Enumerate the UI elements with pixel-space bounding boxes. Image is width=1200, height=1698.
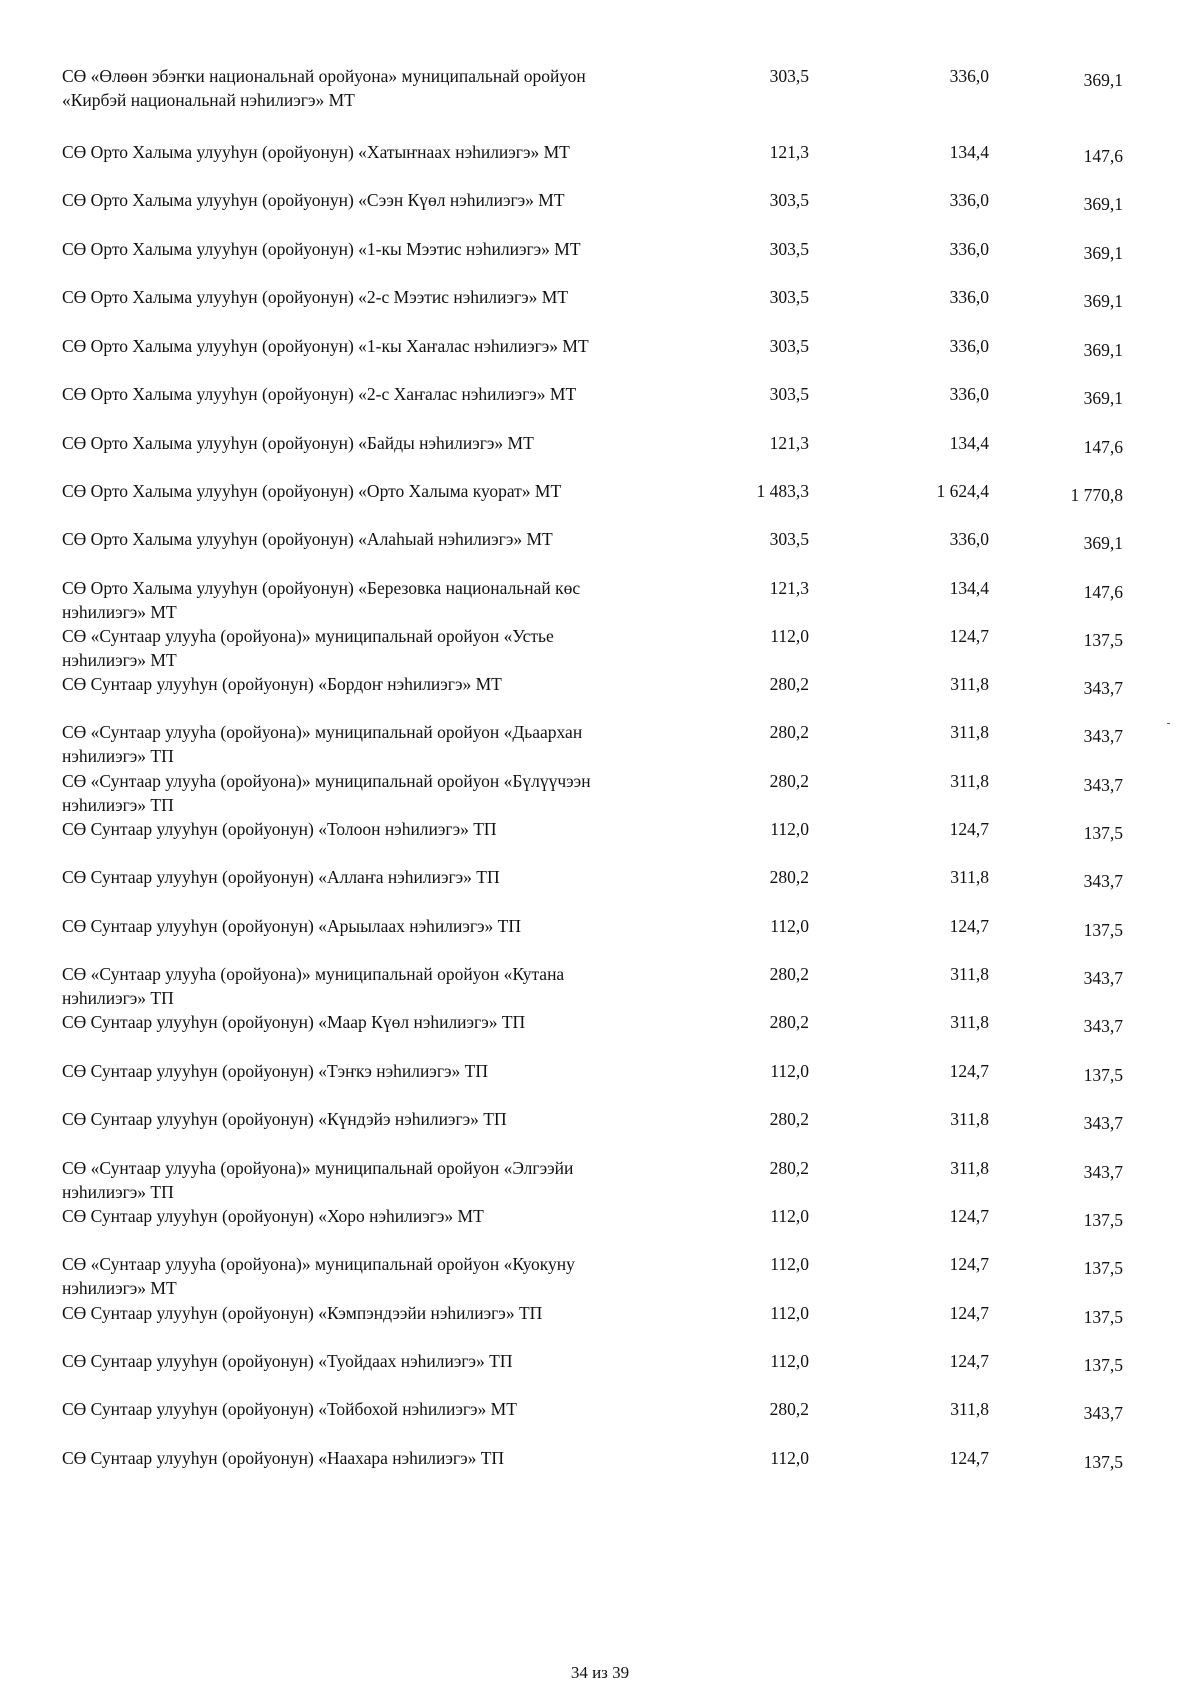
- page-number: 34 из 39: [570, 1663, 630, 1682]
- row-value-v3: 343,7: [1083, 1162, 1123, 1182]
- row-value-v1: 303,5: [769, 287, 809, 307]
- row-value-v1: 121,3: [769, 142, 809, 162]
- row-name: СӨ Сунтаар улууһун (оройуонун) «Наахара нэhилиэгэ» ТП: [62, 1448, 505, 1468]
- row-value-v3: 343,7: [1083, 726, 1123, 746]
- row-name: СӨ Сунтаар улууһун (оройуонун) «Күндэйэ нэhилиэгэ» ТП: [62, 1109, 507, 1129]
- row-value-v2: 336,0: [949, 190, 989, 210]
- row-value-v3: 137,5: [1083, 920, 1123, 940]
- row-value-v3: 137,5: [1083, 1452, 1123, 1472]
- row-value-v1: 280,2: [769, 722, 809, 742]
- row-value-v3: 369,1: [1083, 243, 1123, 263]
- row-value-v1: 112,0: [770, 1303, 809, 1323]
- row-name: СӨ Орто Халыма улууһун (оройуонун) «1-кы Хаҥалас нэhилиэгэ» МТ: [62, 336, 589, 356]
- row-name: СӨ Сунтаар улууһун (оройуонун) «Тэҥкэ нэhилиэгэ» ТП: [62, 1061, 488, 1081]
- row-value-v3: 137,5: [1083, 1307, 1123, 1327]
- row-value-v3: 343,7: [1083, 871, 1123, 891]
- row-value-v2: 311,8: [950, 1109, 989, 1129]
- row-name: СӨ «Сунтаар улууһа (оройуона)» муниципальнай оройуон «Бүлүүчээн нэhилиэгэ» ТП: [62, 771, 591, 815]
- row-value-v2: 134,4: [949, 578, 989, 598]
- row-name: СӨ Сунтаар улууһун (оройуонун) «Тойбохой нэhилиэгэ» МТ: [62, 1399, 517, 1419]
- row-value-v2: 124,7: [949, 626, 989, 646]
- row-value-v1: 112,0: [770, 626, 809, 646]
- row-value-v1: 280,2: [769, 1158, 809, 1178]
- row-value-v2: 124,7: [949, 1061, 989, 1081]
- row-name: СӨ Сунтаар улууһун (оройуонун) «Кэмпэндээйи нэhилиэгэ» ТП: [62, 1303, 543, 1323]
- row-value-v1: 303,5: [769, 239, 809, 259]
- row-value-v1: 280,2: [769, 867, 809, 887]
- row-value-v1: 280,2: [769, 964, 809, 984]
- row-name: СӨ Орто Халыма улууһун (оройуонун) «Алаһыай нэhилиэгэ» МТ: [62, 529, 553, 549]
- row-value-v3: 137,5: [1083, 1065, 1123, 1085]
- row-value-v3: 1 770,8: [1070, 485, 1123, 505]
- row-value-v1: 112,0: [770, 1206, 809, 1226]
- row-value-v2: 311,8: [950, 722, 989, 742]
- row-value-v1: 1 483,3: [756, 481, 809, 501]
- row-name: СӨ Сунтаар улууһун (оройуонун) «Маар Күөл нэhилиэгэ» ТП: [62, 1012, 526, 1032]
- row-name: СӨ Орто Халыма улууһун (оройуонун) «2-с Хаҥалас нэhилиэгэ» МТ: [62, 384, 577, 404]
- row-name: СӨ «Өлөөн эбэҥки национальнай оройуона» муниципальнай оройуон «Кирбэй национальнай нэhилиэгэ» МТ: [62, 66, 586, 110]
- row-name: СӨ «Сунтаар улууһа (оройуона)» муниципальнай оройуон «Дьаархан нэhилиэгэ» ТП: [62, 722, 583, 766]
- row-value-v1: 303,5: [769, 66, 809, 86]
- row-value-v3: 147,6: [1083, 437, 1123, 457]
- row-value-v3: 343,7: [1083, 968, 1123, 988]
- row-name: СӨ Сунтаар улууһун (оройуонун) «Хоро нэhилиэгэ» МТ: [62, 1206, 484, 1226]
- row-value-v1: 303,5: [769, 384, 809, 404]
- row-value-v2: 124,7: [949, 819, 989, 839]
- row-value-v2: 311,8: [950, 674, 989, 694]
- row-name: СӨ Орто Халыма улууһун (оройуонун) «Хатыҥнаах нэhилиэгэ» МТ: [62, 142, 570, 162]
- row-value-v1: 112,0: [770, 916, 809, 936]
- row-value-v1: 280,2: [769, 1012, 809, 1032]
- row-value-v1: 112,0: [770, 1254, 809, 1274]
- row-value-v2: 124,7: [949, 1206, 989, 1226]
- row-value-v3: 343,7: [1083, 1016, 1123, 1036]
- row-value-v2: 124,7: [949, 1254, 989, 1274]
- row-name: СӨ Сунтаар улууһун (оройуонун) «Толоон нэhилиэгэ» ТП: [62, 819, 497, 839]
- row-value-v2: 336,0: [949, 336, 989, 356]
- row-name: СӨ «Сунтаар улууһа (оройуона)» муниципальнай оройуон «Элгээйи нэhилиэгэ» ТП: [62, 1158, 574, 1202]
- row-value-v2: 311,8: [950, 771, 989, 791]
- row-value-v3: 147,6: [1083, 146, 1123, 166]
- row-value-v3: 137,5: [1083, 1210, 1123, 1230]
- row-value-v2: 311,8: [950, 1012, 989, 1032]
- scan-mark: [1167, 723, 1170, 724]
- row-value-v3: 369,1: [1083, 340, 1123, 360]
- row-value-v3: 137,5: [1083, 630, 1123, 650]
- row-value-v2: 311,8: [950, 1399, 989, 1419]
- row-value-v2: 124,7: [949, 916, 989, 936]
- row-value-v3: 137,5: [1083, 1355, 1123, 1375]
- row-value-v2: 336,0: [949, 529, 989, 549]
- row-value-v3: 343,7: [1083, 1403, 1123, 1423]
- row-value-v1: 280,2: [769, 1109, 809, 1129]
- row-name: СӨ «Сунтаар улууһа (оройуона)» муниципальнай оройуон «Кутана нэhилиэгэ» ТП: [62, 964, 565, 1008]
- row-name: СӨ Орто Халыма улууһун (оройуонун) «2-с Мээтис нэhилиэгэ» МТ: [62, 287, 569, 307]
- row-value-v2: 134,4: [949, 142, 989, 162]
- row-value-v3: 343,7: [1083, 1113, 1123, 1133]
- row-value-v3: 343,7: [1083, 775, 1123, 795]
- row-name: СӨ Орто Халыма улууһун (оройуонун) «1-кы Мээтис нэhилиэгэ» МТ: [62, 239, 581, 259]
- row-name: СӨ Орто Халыма улууһун (оройуонун) «Байды нэhилиэгэ» МТ: [62, 433, 534, 453]
- row-value-v1: 303,5: [769, 529, 809, 549]
- row-value-v3: 369,1: [1083, 70, 1123, 90]
- row-value-v3: 343,7: [1083, 678, 1123, 698]
- row-value-v2: 124,7: [949, 1303, 989, 1323]
- row-value-v1: 303,5: [769, 336, 809, 356]
- row-value-v1: 121,3: [769, 433, 809, 453]
- row-value-v2: 336,0: [949, 384, 989, 404]
- row-value-v1: 112,0: [770, 1448, 809, 1468]
- row-value-v1: 280,2: [769, 674, 809, 694]
- row-value-v1: 280,2: [769, 1399, 809, 1419]
- row-value-v2: 311,8: [950, 867, 989, 887]
- row-value-v1: 280,2: [769, 771, 809, 791]
- row-value-v1: 112,0: [770, 1061, 809, 1081]
- row-name: СӨ Сунтаар улууһун (оройуонун) «Туойдаах нэhилиэгэ» ТП: [62, 1351, 513, 1371]
- row-name: СӨ Орто Халыма улууһун (оройуонун) «Сээн Күөл нэhилиэгэ» МТ: [62, 190, 565, 210]
- row-value-v2: 311,8: [950, 964, 989, 984]
- row-value-v2: 124,7: [949, 1351, 989, 1371]
- row-name: СӨ Сунтаар улууһун (оройуонун) «Бордоҥ нэhилиэгэ» МТ: [62, 674, 502, 694]
- row-value-v1: 121,3: [769, 578, 809, 598]
- row-name: СӨ Сунтаар улууһун (оройуонун) «Аллаҥа нэhилиэгэ» ТП: [62, 867, 500, 887]
- row-value-v3: 369,1: [1083, 194, 1123, 214]
- row-value-v3: 369,1: [1083, 533, 1123, 553]
- row-value-v3: 369,1: [1083, 388, 1123, 408]
- row-value-v3: 147,6: [1083, 582, 1123, 602]
- row-name: СӨ Сунтаар улууһун (оройуонун) «Арыылаах нэhилиэгэ» ТП: [62, 916, 521, 936]
- row-value-v1: 303,5: [769, 190, 809, 210]
- row-name: СӨ «Сунтаар улууһа (оройуона)» муниципальнай оройуон «Устье нэhилиэгэ» МТ: [62, 626, 554, 670]
- row-value-v2: 311,8: [950, 1158, 989, 1178]
- row-value-v1: 112,0: [770, 819, 809, 839]
- row-value-v2: 336,0: [949, 66, 989, 86]
- row-value-v2: 1 624,4: [936, 481, 989, 501]
- row-value-v3: 137,5: [1083, 823, 1123, 843]
- row-value-v2: 134,4: [949, 433, 989, 453]
- row-value-v2: 336,0: [949, 287, 989, 307]
- row-value-v1: 112,0: [770, 1351, 809, 1371]
- row-value-v3: 369,1: [1083, 291, 1123, 311]
- row-value-v3: 137,5: [1083, 1258, 1123, 1278]
- row-name: СӨ Орто Халыма улууһун (оройуонун) «Березовка национальнай көс нэhилиэгэ» МТ: [62, 578, 581, 622]
- row-value-v2: 124,7: [949, 1448, 989, 1468]
- row-name: СӨ «Сунтаар улууһа (оройуона)» муниципальнай оройуон «Куокуну нэhилиэгэ» МТ: [62, 1254, 575, 1298]
- row-value-v2: 336,0: [949, 239, 989, 259]
- row-name: СӨ Орто Халыма улууһун (оройуонун) «Орто Халыма куорат» МТ: [62, 481, 562, 501]
